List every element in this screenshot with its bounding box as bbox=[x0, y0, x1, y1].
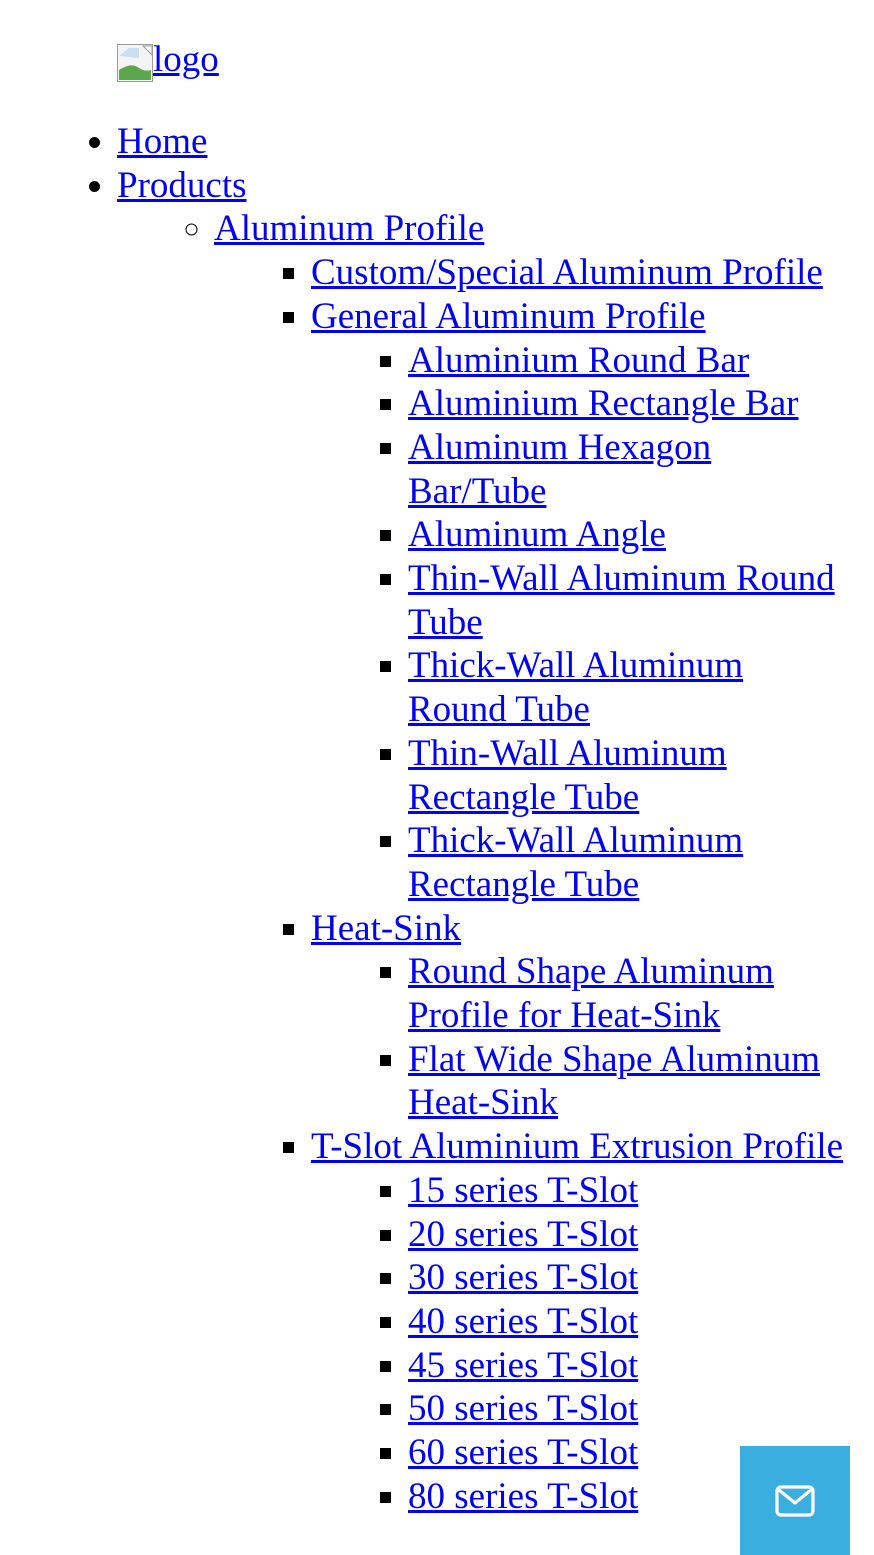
nav-link-thin-rect-tube[interactable]: Thin-Wall Aluminum Rectangle Tube bbox=[408, 732, 727, 818]
logo-alt-text: logo bbox=[153, 39, 219, 80]
list-item bbox=[408, 1213, 848, 1257]
nav-link-tslot-50[interactable]: 50 series T-Slot bbox=[408, 1388, 639, 1430]
aluminum-profile-submenu bbox=[214, 251, 874, 1518]
broken-image-icon bbox=[117, 44, 153, 82]
nav-link-round-bar[interactable]: Aluminium Round Bar bbox=[408, 339, 750, 381]
nav-link-aluminum-profile[interactable]: Aluminum Profile bbox=[214, 208, 485, 250]
nav-item-general bbox=[311, 295, 851, 907]
nav-link-tslot-30[interactable]: 30 series T-Slot bbox=[408, 1257, 639, 1299]
nav-link-round-heat-sink[interactable]: Round Shape Aluminum Profile for Heat-Sink bbox=[408, 951, 774, 1037]
contact-mail-button[interactable] bbox=[740, 1446, 850, 1555]
list-item bbox=[408, 426, 848, 513]
logo-container bbox=[117, 38, 219, 93]
list-item bbox=[408, 513, 848, 557]
nav-link-tslot-15[interactable]: 15 series T-Slot bbox=[408, 1169, 639, 1211]
nav-link-tslot-60[interactable]: 60 series T-Slot bbox=[408, 1432, 639, 1474]
nav-item-custom-special bbox=[311, 251, 851, 295]
mail-icon bbox=[775, 1485, 815, 1517]
nav-item-home bbox=[117, 120, 874, 164]
list-item bbox=[408, 1038, 848, 1125]
list-item bbox=[408, 1256, 848, 1300]
nav-link-tslot[interactable]: T-Slot Aluminium Extrusion Profile bbox=[311, 1126, 844, 1168]
general-submenu bbox=[311, 339, 851, 907]
nav-link-thick-rect-tube[interactable]: Thick-Wall Aluminum Rectangle Tube bbox=[408, 820, 744, 905]
nav-item-aluminum-profile bbox=[214, 207, 874, 1518]
nav-link-custom-special[interactable]: Custom/Special Aluminum Profile bbox=[311, 252, 823, 294]
list-item bbox=[408, 644, 848, 731]
nav-link-tslot-45[interactable]: 45 series T-Slot bbox=[408, 1344, 639, 1386]
list-item bbox=[408, 819, 848, 906]
nav-link-general[interactable]: General Aluminum Profile bbox=[311, 295, 706, 337]
list-item bbox=[408, 339, 848, 383]
nav-link-tslot-40[interactable]: 40 series T-Slot bbox=[408, 1300, 639, 1342]
heat-sink-submenu bbox=[311, 950, 851, 1125]
list-item bbox=[408, 1169, 848, 1213]
nav-item-products bbox=[117, 164, 874, 1519]
nav-link-angle[interactable]: Aluminum Angle bbox=[408, 514, 666, 556]
nav-link-thick-round-tube[interactable]: Thick-Wall Aluminum Round Tube bbox=[408, 645, 744, 731]
nav-link-heat-sink[interactable]: Heat-Sink bbox=[311, 907, 462, 949]
nav-link-thin-round-tube[interactable]: Thin-Wall Aluminum Round Tube bbox=[408, 558, 835, 643]
list-item bbox=[408, 557, 848, 644]
nav-link-tslot-80[interactable]: 80 series T-Slot bbox=[408, 1475, 639, 1517]
nav-link-flat-heat-sink[interactable]: Flat Wide Shape Aluminum Heat-Sink bbox=[408, 1038, 821, 1124]
logo-link[interactable] bbox=[117, 38, 219, 82]
list-item bbox=[408, 1387, 848, 1431]
list-item bbox=[408, 1344, 848, 1388]
nav-list bbox=[0, 120, 874, 1519]
nav-link-tslot-20[interactable]: 20 series T-Slot bbox=[408, 1213, 639, 1255]
list-item bbox=[408, 732, 848, 819]
list-item bbox=[408, 1300, 848, 1344]
list-item bbox=[408, 382, 848, 426]
main-navigation bbox=[0, 120, 874, 1519]
list-item bbox=[408, 950, 848, 1037]
nav-link-rectangle-bar[interactable]: Aluminium Rectangle Bar bbox=[408, 383, 799, 425]
products-submenu bbox=[117, 207, 874, 1518]
nav-link-products[interactable]: Products bbox=[117, 164, 247, 206]
nav-item-heat-sink bbox=[311, 907, 851, 1126]
nav-link-home[interactable]: Home bbox=[117, 121, 208, 162]
nav-link-hexagon[interactable]: Aluminum Hexagon Bar/Tube bbox=[408, 426, 712, 512]
